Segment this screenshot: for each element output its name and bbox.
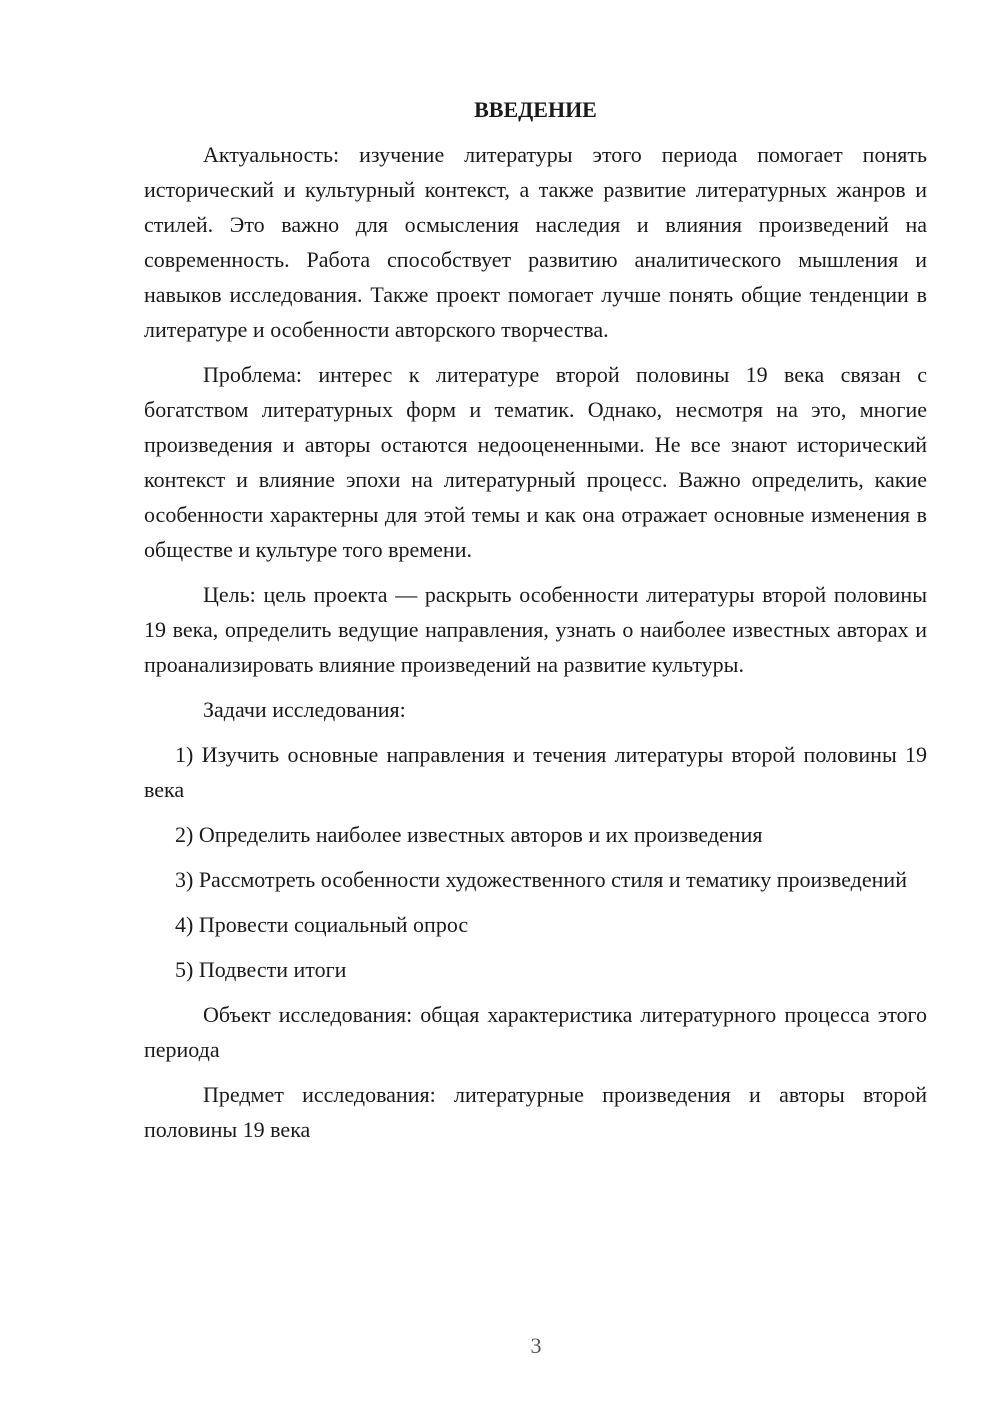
- subject-paragraph: Предмет исследования: литературные произведения и авторы второй половины 19 века: [144, 1082, 927, 1142]
- object-paragraph: Объект исследования: общая характеристика литературного процесса этого периода: [144, 1002, 927, 1062]
- task-item-3: 3) Рассмотреть особенности художественного стиля и тематику произведений: [175, 867, 907, 892]
- page-title: ВВЕДЕНИЕ: [474, 97, 597, 122]
- document-page: [144, 92, 927, 1157]
- task-item-2: 2) Определить наиболее известных авторов и их произведения: [175, 822, 763, 847]
- task-item-1: 1) Изучить основные направления и течения литературы второй половины 19 века: [144, 742, 927, 802]
- task-item-4: 4) Провести социальный опрос: [175, 912, 469, 937]
- task-item-5: 5) Подвести итоги: [175, 957, 347, 982]
- relevance-paragraph: Актуальность: изучение литературы этого периода помогает понять исторический и культурный контекст, а также развитие литературных жанров и стилей. Это важно для осмысления наследия и влияния произведений на современность. Работа способствует развитию аналитического мышления и навыков исследования. Также проект помогает лучше понять общие тенденции в литературе и особенности авторского творчества.: [144, 142, 927, 342]
- problem-paragraph: Проблема: интерес к литературе второй половины 19 века связан с богатством литературных форм и тематик. Однако, несмотря на это, многие произведения и авторы остаются недооцененными. Не все знают исторический контекст и влияние эпохи на литературный процесс. Важно определить, какие особенности характерны для этой темы и как она отражает основные изменения в обществе и культуре того времени.: [144, 362, 927, 562]
- goal-paragraph: Цель: цель проекта — раскрыть особенности литературы второй половины 19 века, определить ведущие направления, узнать о наиболее известных авторах и проанализировать влияние произведений на развитие культуры.: [144, 582, 927, 677]
- tasks-heading: Задачи исследования:: [203, 697, 406, 722]
- page-number: 3: [530, 1333, 542, 1358]
